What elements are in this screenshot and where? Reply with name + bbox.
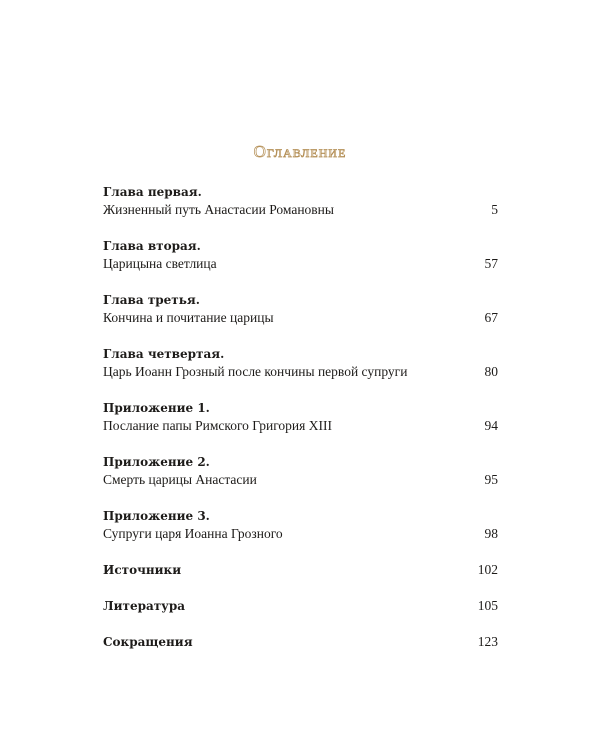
toc-entry-title: Литература <box>103 599 186 613</box>
toc-entry-page-number: 105 <box>477 598 498 613</box>
toc-entry-subtitle: Послание папы Римского Григория XIII <box>103 418 332 433</box>
toc-entry-abbreviations[interactable] <box>103 633 498 669</box>
toc-entry-chapter-2[interactable] <box>103 237 498 291</box>
toc-entry-title: Источники <box>103 563 182 577</box>
toc-entry-subtitle: Кончина и почитание царицы <box>103 310 274 325</box>
toc-entry-appendix-3[interactable] <box>103 507 498 561</box>
toc-entry-subtitle: Супруги царя Иоанна Грозного <box>103 526 283 541</box>
toc-entry-literature[interactable] <box>103 597 498 633</box>
toc-entry-subtitle: Смерть царицы Анастасии <box>103 472 257 487</box>
toc-entry-page-number: 80 <box>484 364 498 379</box>
toc-entry-chapter-4[interactable] <box>103 345 498 399</box>
toc-entry-page-number: 94 <box>484 418 498 433</box>
toc-entry-subtitle: Жизненный путь Анастасии Романовны <box>103 202 334 217</box>
toc-entry-title: Приложение 1. <box>103 401 210 415</box>
toc-entry-page-number: 95 <box>484 472 498 487</box>
toc-entry-appendix-2[interactable] <box>103 453 498 507</box>
toc-entry-subtitle: Царь Иоанн Грозный после кончины первой супруги <box>103 364 408 379</box>
toc-entry-page-number: 98 <box>484 526 498 541</box>
toc-entry-page-number: 5 <box>491 202 498 217</box>
toc-entry-title: Глава вторая. <box>103 239 201 253</box>
toc-entry-title: Глава четвертая. <box>103 347 225 361</box>
toc-heading: Оглавление <box>253 142 347 161</box>
toc-entry-chapter-3[interactable] <box>103 291 498 345</box>
toc-entry-title: Глава первая. <box>103 185 202 199</box>
toc-entry-page-number: 67 <box>484 310 498 325</box>
toc-entry-title: Приложение 3. <box>103 509 210 523</box>
toc-entry-chapter-1[interactable] <box>103 183 498 237</box>
toc-entry-page-number: 123 <box>477 634 498 649</box>
toc-entry-page-number: 102 <box>477 562 498 577</box>
toc-entry-title: Приложение 2. <box>103 455 210 469</box>
toc-entry-title: Сокращения <box>103 635 193 649</box>
toc-entry-page-number: 57 <box>484 256 498 271</box>
toc-entry-appendix-1[interactable] <box>103 399 498 453</box>
table-of-contents <box>103 183 498 669</box>
toc-entry-subtitle: Царицына светлица <box>103 256 217 271</box>
toc-entry-sources[interactable] <box>103 561 498 597</box>
toc-entry-title: Глава третья. <box>103 293 200 307</box>
